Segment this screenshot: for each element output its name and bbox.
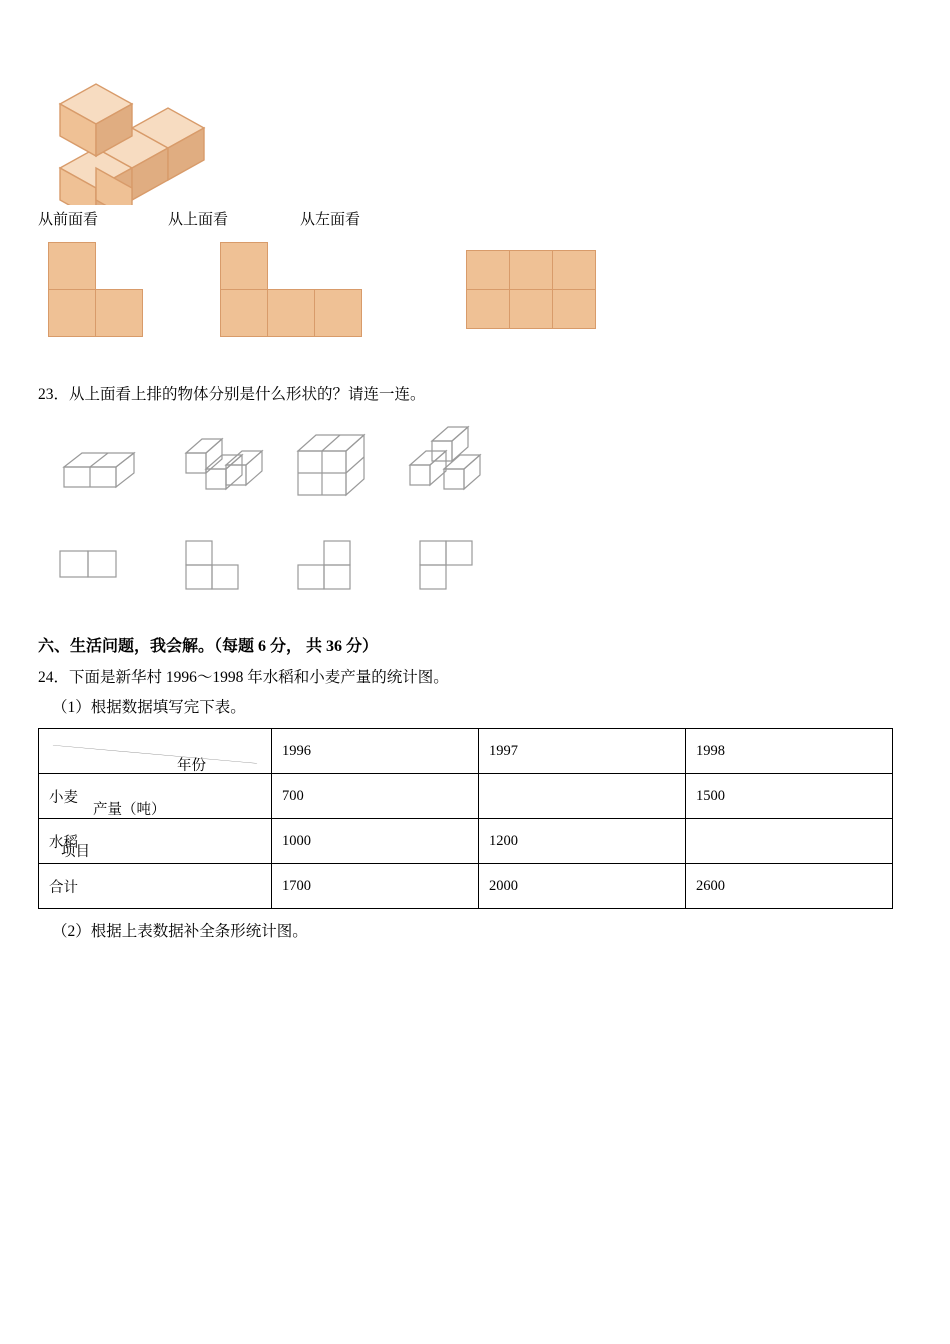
view-labels-row — [38, 208, 818, 232]
cell-total-1996[interactable]: 1700 — [272, 864, 479, 909]
header-year-label: 年份 — [177, 758, 206, 775]
header-output-label: 产量（吨） — [93, 802, 166, 819]
solid-figure-1 — [56, 429, 152, 509]
question-23-text: 23．从上面看上排的物体分别是什么形状的？请连一连。 — [38, 386, 426, 403]
cube-stack-svg — [48, 60, 248, 205]
table-row — [39, 864, 893, 909]
question-23-solids-row — [38, 423, 818, 509]
cell-rice-1996[interactable]: 1000 — [272, 819, 479, 864]
header-item-label: 项目 — [61, 844, 90, 861]
question-24-text: 24．下面是新华村 1996～1998 年水稻和小麦产量的统计图。 — [38, 669, 449, 687]
cell-total-1997[interactable]: 2000 — [479, 864, 686, 909]
isometric-cube-stack-figure — [48, 60, 248, 200]
row-label-rice: 水稻 — [39, 819, 272, 864]
cell-rice-1998[interactable] — [686, 819, 893, 864]
view-label-top: 从上面看 — [168, 212, 229, 228]
view-label-front: 从前面看 — [38, 212, 99, 228]
page-content — [38, 60, 818, 947]
cell-rice-1997[interactable]: 1200 — [479, 819, 686, 864]
row-label-wheat: 小麦 — [39, 774, 272, 819]
flat-shape-3 — [296, 535, 386, 597]
section-six-heading: 六、生活问题，我会解。（每题 6 分， 共 36 分） — [38, 638, 379, 656]
view-label-left: 从左面看 — [300, 212, 361, 228]
solid-figure-2 — [176, 423, 276, 503]
question-24-part1: （1）根据数据填写完下表。 — [52, 698, 246, 716]
cell-wheat-1997[interactable] — [479, 774, 686, 819]
table-header-year-1998: 1998 — [686, 729, 893, 774]
question-23-flat-shapes-row — [38, 535, 818, 605]
flat-shape-1 — [54, 541, 134, 597]
table-header-year-1996: 1996 — [272, 729, 479, 774]
table-row — [39, 774, 893, 819]
table-header-year-1997: 1997 — [479, 729, 686, 774]
solid-figure-3 — [288, 425, 384, 509]
flat-shape-2 — [176, 535, 266, 597]
flat-shape-4 — [410, 535, 500, 597]
table-header-row — [39, 729, 893, 774]
solid-figure-4 — [398, 423, 498, 507]
row-label-total: 合计 — [39, 864, 272, 909]
cell-wheat-1996[interactable]: 700 — [272, 774, 479, 819]
cell-total-1998[interactable]: 2600 — [686, 864, 893, 909]
table-row — [39, 819, 893, 864]
production-statistics-table — [38, 728, 893, 909]
question-24-part2: （2）根据上表数据补全条形统计图。 — [52, 923, 308, 941]
view-shapes-row — [38, 242, 818, 352]
diagonal-divider-icon — [49, 736, 261, 766]
cell-wheat-1998[interactable]: 1500 — [686, 774, 893, 819]
